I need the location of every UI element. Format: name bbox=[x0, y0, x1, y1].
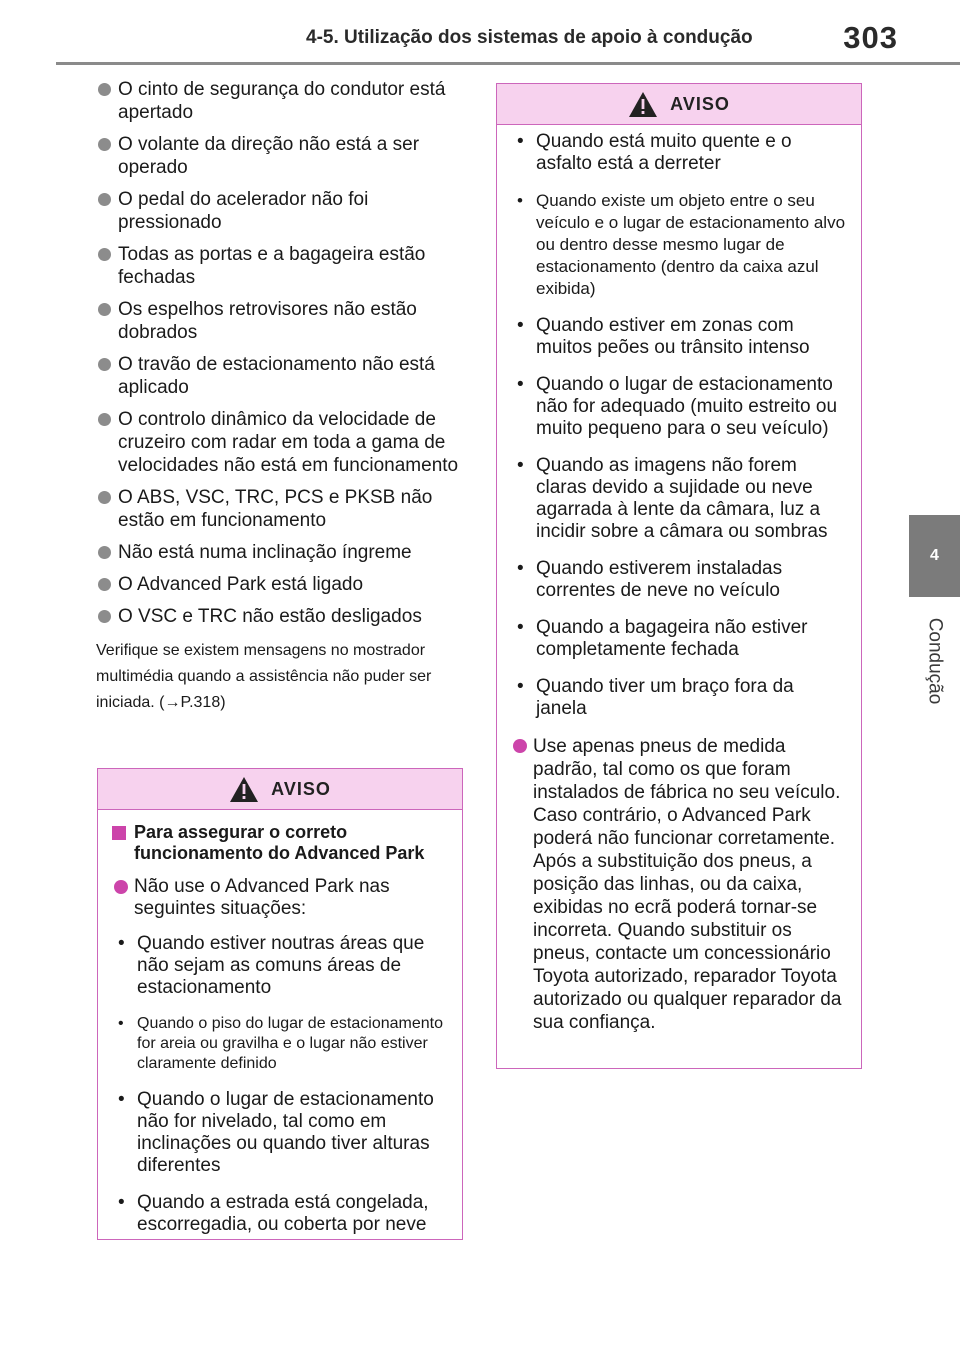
note-paragraph: Verifique se existem mensagens no mostrador multimédia quando a assistência não puder ser iniciada. (→P.318) bbox=[96, 642, 432, 711]
bullet-dot-icon bbox=[98, 358, 111, 371]
bullet-dot-icon bbox=[98, 83, 111, 96]
list-item: Todas as portas e a bagageira estão fechadas bbox=[96, 243, 468, 289]
list-item: • Quando estiver noutras áreas que não sejam as comuns áreas de estacionamento bbox=[118, 933, 425, 998]
list-item: Não está numa inclinação íngreme bbox=[96, 541, 468, 564]
chapter-label-text: Condução bbox=[924, 617, 945, 705]
bullet-dot-icon bbox=[513, 739, 527, 753]
list-item: • Quando estiverem instaladas correntes de neve no veículo bbox=[517, 558, 783, 601]
aviso-bullet: Use apenas pneus de medida padrão, tal como os que foram instalados de fábrica no seu veículo. Caso contrário, o Advanced Park poderá não funcionar corretamente. Após a substituição dos pneus, a posição das linhas, ou da caixa, exibidas no ecrã poderá tornar-se incorreta. Quando substituir os pneus, contacte um concessionário Toyota autorizado, reparador Toyota autorizado ou qualquer reparador da sua confiança. bbox=[511, 735, 849, 1034]
list-item: • Quando o lugar de estacionamento não for adequado (muito estreito ou muito pequeno para o seu veículo) bbox=[517, 374, 838, 439]
warning-triangle-icon bbox=[628, 91, 658, 118]
bullet-dot-icon bbox=[98, 248, 111, 261]
bullet-dot-icon bbox=[98, 578, 111, 591]
list-item: • Quando tiver um braço fora da janela bbox=[517, 676, 794, 719]
warning-triangle-icon bbox=[229, 776, 259, 803]
list-item: O ABS, VSC, TRC, PCS e PKSB não estão em funcionamento bbox=[96, 486, 468, 532]
list-item: • Quando a estrada está congelada, escorregadia, ou coberta por neve bbox=[118, 1192, 429, 1235]
bullet-dot-icon bbox=[98, 413, 111, 426]
list-item: O pedal do acelerador não foi pressionado bbox=[96, 188, 468, 234]
list-item: O Advanced Park está ligado bbox=[96, 573, 468, 596]
conditions-list bbox=[96, 78, 468, 716]
list-item: • Quando estiver em zonas com muitos peões ou trânsito intenso bbox=[517, 315, 810, 358]
bullet-dot-icon bbox=[98, 193, 111, 206]
aviso-title: AVISO bbox=[670, 93, 730, 114]
list-item: • Quando existe um objeto entre o seu veículo e o lugar de estacionamento alvo ou dentro desse mesmo lugar de estacionamento (dentro da caixa azul exibida) bbox=[517, 191, 846, 298]
list-item: • Quando está muito quente e o asfalto está a derreter bbox=[517, 131, 792, 174]
aviso-heading: Para assegurar o correto funcionamento do Advanced Park bbox=[112, 822, 450, 864]
list-item: O travão de estacionamento não está aplicado bbox=[96, 353, 468, 399]
aviso-body bbox=[497, 125, 861, 1057]
list-item: • Quando as imagens não forem claras devido a sujidade ou neve agarrada à lente da câmara, luz a incidir sobre a câmara ou sombras bbox=[517, 455, 828, 542]
list-item: O controlo dinâmico da velocidade de cruzeiro com radar em toda a gama de velocidades não está em funcionamento bbox=[96, 408, 468, 477]
square-bullet-icon bbox=[112, 826, 126, 840]
bullet-dot-icon bbox=[98, 303, 111, 316]
aviso-header bbox=[497, 84, 861, 125]
list-item: • Quando o piso do lugar de estacionamento for areia ou gravilha e o lugar não estiver claramente definido bbox=[118, 1015, 443, 1072]
bullet-dot-icon bbox=[98, 546, 111, 559]
bullet-dot-icon bbox=[114, 880, 128, 894]
list-item: O VSC e TRC não estão desligados bbox=[96, 605, 468, 628]
page-number: 303 bbox=[843, 20, 898, 55]
aviso-header bbox=[98, 769, 462, 810]
list-item: O volante da direção não está a ser operado bbox=[96, 133, 468, 179]
list-item: Os espelhos retrovisores não estão dobrados bbox=[96, 298, 468, 344]
chapter-label bbox=[910, 606, 958, 716]
bullet-dot-icon bbox=[98, 610, 111, 623]
list-item: • Quando a bagageira não estiver completamente fechada bbox=[517, 617, 808, 660]
aviso-box-left bbox=[97, 768, 463, 1240]
bullet-dot-icon bbox=[98, 491, 111, 504]
aviso-body bbox=[98, 810, 462, 1261]
aviso-box-right bbox=[496, 83, 862, 1069]
list-item: • Quando o lugar de estacionamento não for nivelado, tal como em inclinações ou quando tiver alturas diferentes bbox=[118, 1089, 434, 1176]
aviso-bullet: Não use o Advanced Park nas seguintes situações: bbox=[112, 876, 450, 920]
section-title: 4-5. Utilização dos sistemas de apoio à condução bbox=[306, 27, 753, 48]
aviso-title: AVISO bbox=[271, 778, 331, 799]
list-item: O cinto de segurança do condutor está apertado bbox=[96, 78, 468, 124]
header-divider bbox=[56, 62, 960, 65]
bullet-dot-icon bbox=[98, 138, 111, 151]
chapter-tab: 4 bbox=[909, 515, 960, 597]
